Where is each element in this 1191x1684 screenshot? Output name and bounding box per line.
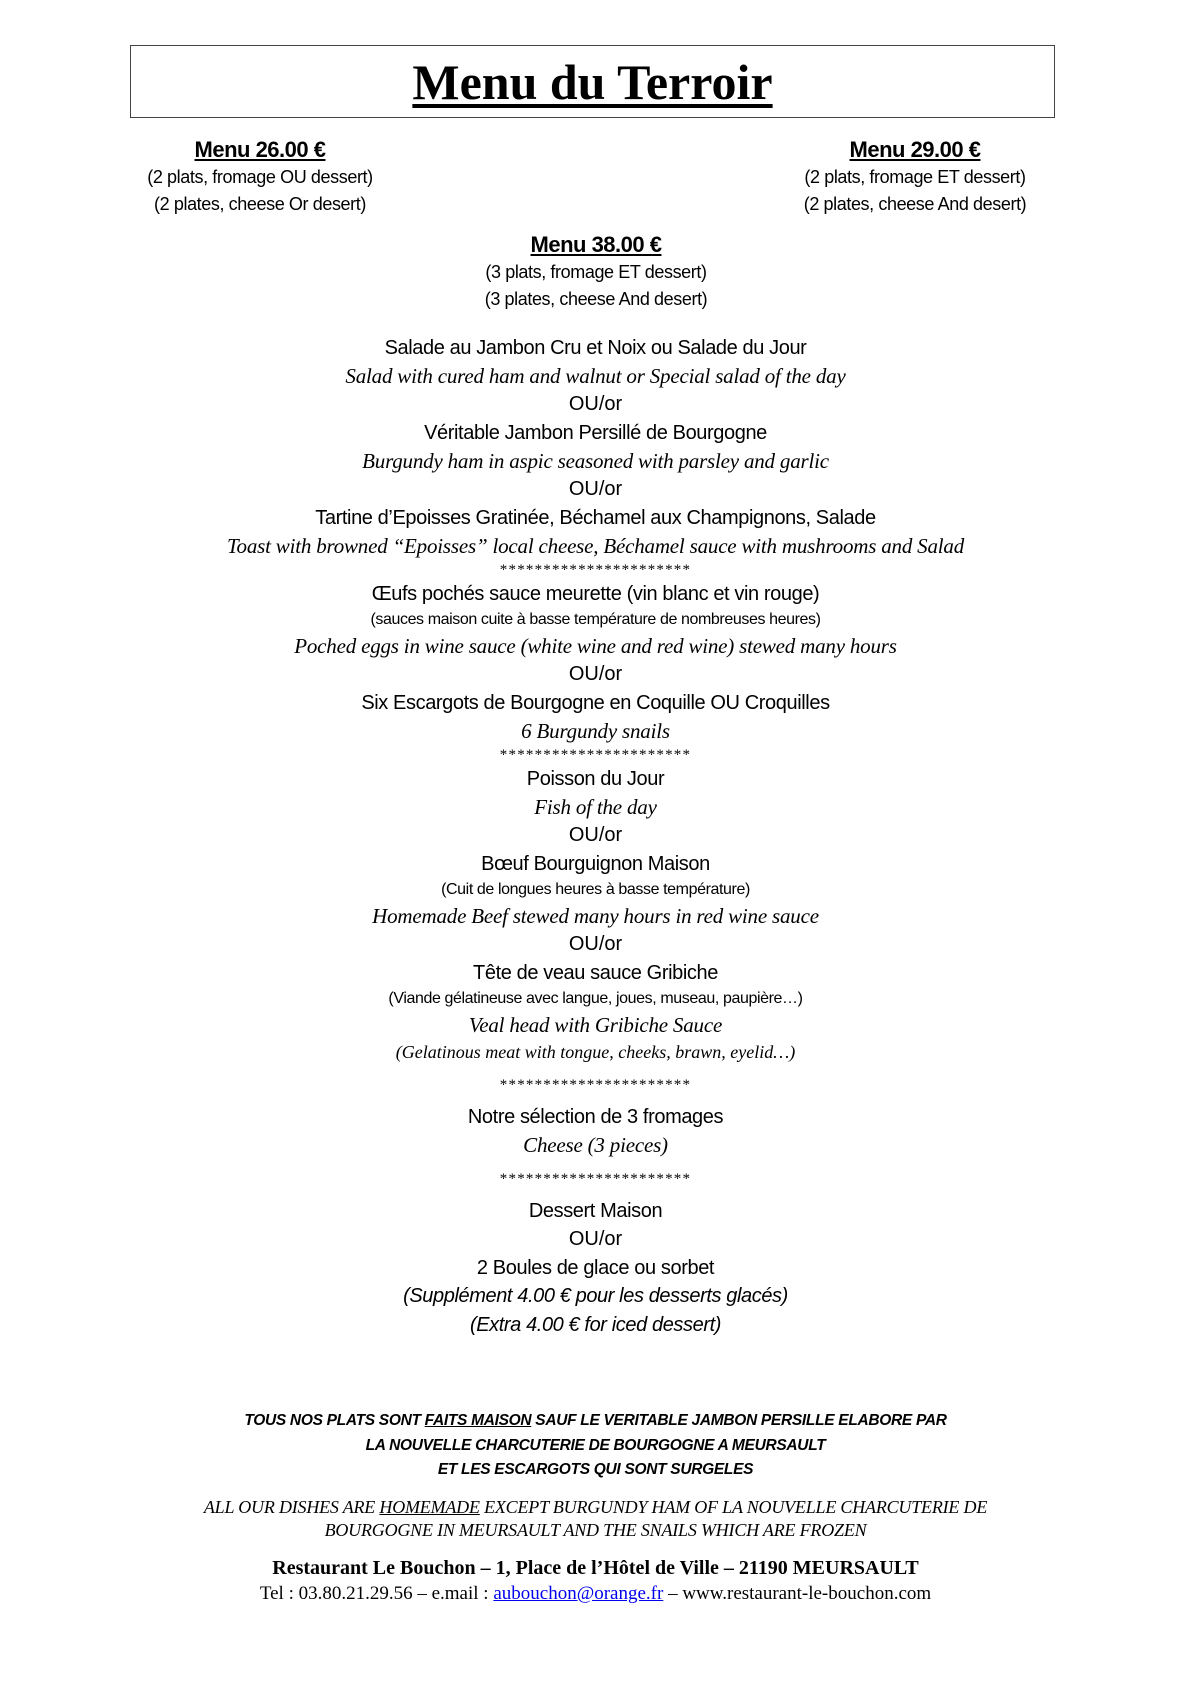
page-title: Menu du Terroir: [412, 53, 773, 110]
dish-fr: 2 Boules de glace ou sorbet: [476, 1257, 715, 1279]
menu-38: [436, 231, 756, 313]
disclaimer-fr-line1: [0, 1409, 1191, 1434]
dish-fr: Poisson du Jour: [526, 768, 665, 790]
menu-29: [755, 136, 1075, 218]
dish-note: (sauces maison cuite à basse température de nombreuses heures): [370, 611, 821, 628]
email-link[interactable]: aubouchon@orange.fr: [493, 1583, 664, 1604]
disclaimer-text: TOUS NOS PLATS SONT: [244, 1412, 425, 1429]
starters-section: [0, 334, 1191, 560]
dish-en: Veal head with Gribiche Sauce: [468, 1013, 723, 1037]
dish-en: Homemade Beef stewed many hours in red wine sauce: [372, 904, 819, 928]
dish-fr: Salade au Jambon Cru et Noix ou Salade du Jour: [384, 337, 807, 359]
disclaimer-text: SAUF LE VERITABLE JAMBON PERSILLE ELABORE PAR: [531, 1412, 947, 1429]
or-separator: OU/or: [568, 824, 623, 846]
dish-fr: Tête de veau sauce Gribiche: [473, 962, 718, 984]
dish-fr: Six Escargots de Bourgogne en Coquille OU Croquilles: [361, 692, 830, 714]
menu-price: Menu 38.00 €: [530, 232, 662, 257]
menu-desc-fr: (3 plats, fromage ET dessert): [485, 262, 707, 282]
dish-en: Salad with cured ham and walnut or Special salad of the day: [345, 364, 846, 388]
stars-divider: **********************: [499, 1171, 692, 1187]
phone-text: Tel : 03.80.21.29.56 – e.mail :: [259, 1583, 494, 1604]
menu-courses: [0, 334, 1191, 1340]
menu-desc-en: (2 plates, cheese And desert): [803, 194, 1027, 214]
or-separator: OU/or: [568, 1228, 623, 1250]
disclaimer-en-line1: [0, 1496, 1191, 1519]
menu-desc-en: (2 plates, cheese Or desert): [154, 194, 366, 214]
dish-en-note: (Gelatinous meat with tongue, cheeks, brawn, eyelid…): [395, 1042, 796, 1062]
footer: [0, 1555, 1191, 1607]
dish-fr: Œufs pochés sauce meurette (vin blanc et vin rouge): [371, 583, 820, 605]
dessert-section: [0, 1197, 1191, 1340]
dish-en: 6 Burgundy snails: [521, 719, 670, 743]
stars-divider: **********************: [499, 1077, 692, 1093]
or-separator: OU/or: [568, 663, 623, 685]
dish-note: (Cuit de longues heures à basse température): [441, 881, 750, 898]
menu-desc-en: (3 plates, cheese And desert): [484, 289, 708, 309]
or-separator: OU/or: [568, 478, 623, 500]
dish-en: Burgundy ham in aspic seasoned with parsley and garlic: [362, 449, 829, 473]
dish-fr: Dessert Maison: [528, 1200, 663, 1222]
disclaimer-fr: [0, 1409, 1191, 1483]
dish-en: Toast with browned “Epoisses” local cheese, Béchamel sauce with mushrooms and Salad: [226, 534, 965, 558]
stars-divider: **********************: [499, 562, 692, 578]
menu-price: Menu 26.00 €: [194, 137, 326, 162]
dish-en: Cheese (3 pieces): [523, 1133, 668, 1157]
main-course-section: [0, 765, 1191, 1065]
disclaimer-text: ALL OUR DISHES ARE: [203, 1497, 380, 1517]
supplement-fr: (Supplément 4.00 € pour les desserts glacés): [403, 1285, 788, 1307]
title-box: [130, 45, 1055, 118]
dish-en: Poched eggs in wine sauce (white wine and red wine) stewed many hours: [294, 634, 897, 658]
disclaimer-en-line2: BOURGOGNE IN MEURSAULT AND THE SNAILS WHICH ARE FROZEN: [324, 1520, 867, 1540]
or-separator: OU/or: [568, 933, 623, 955]
stars-divider: **********************: [499, 747, 692, 763]
dish-fr: Notre sélection de 3 fromages: [467, 1106, 724, 1128]
restaurant-address: Restaurant Le Bouchon – 1, Place de l’Hôtel de Ville – 21190 MEURSAULT: [272, 1557, 919, 1579]
menu-desc-fr: (2 plats, fromage ET dessert): [804, 167, 1026, 187]
supplement-en: (Extra 4.00 € for iced dessert): [469, 1314, 722, 1336]
second-course-section: [0, 580, 1191, 745]
dish-fr: Bœuf Bourguignon Maison: [481, 853, 710, 875]
menu-price: Menu 29.00 €: [849, 137, 981, 162]
cheese-section: [0, 1103, 1191, 1159]
disclaimer-text: EXCEPT BURGUNDY HAM OF LA NOUVELLE CHARCUTERIE DE: [479, 1497, 988, 1517]
dish-fr: Véritable Jambon Persillé de Bourgogne: [424, 422, 767, 444]
menu-26: [100, 136, 420, 218]
dish-note: (Viande gélatineuse avec langue, joues, museau, paupière…): [388, 990, 803, 1007]
dish-en: Fish of the day: [534, 795, 657, 819]
disclaimer-en: [0, 1496, 1191, 1542]
or-separator: OU/or: [568, 393, 623, 415]
dish-fr: Tartine d’Epoisses Gratinée, Béchamel aux Champignons, Salade: [315, 507, 876, 529]
disclaimer-emphasis: HOMEMADE: [379, 1497, 480, 1517]
disclaimer-emphasis: FAITS MAISON: [424, 1412, 532, 1429]
website-text: – www.restaurant-le-bouchon.com: [663, 1583, 932, 1604]
contact-line: [0, 1581, 1191, 1607]
menu-desc-fr: (2 plats, fromage OU dessert): [147, 167, 373, 187]
disclaimer-fr-line3: ET LES ESCARGOTS QUI SONT SURGELES: [437, 1461, 754, 1478]
disclaimer-fr-line2: LA NOUVELLE CHARCUTERIE DE BOURGOGNE A MEURSAULT: [365, 1436, 826, 1454]
